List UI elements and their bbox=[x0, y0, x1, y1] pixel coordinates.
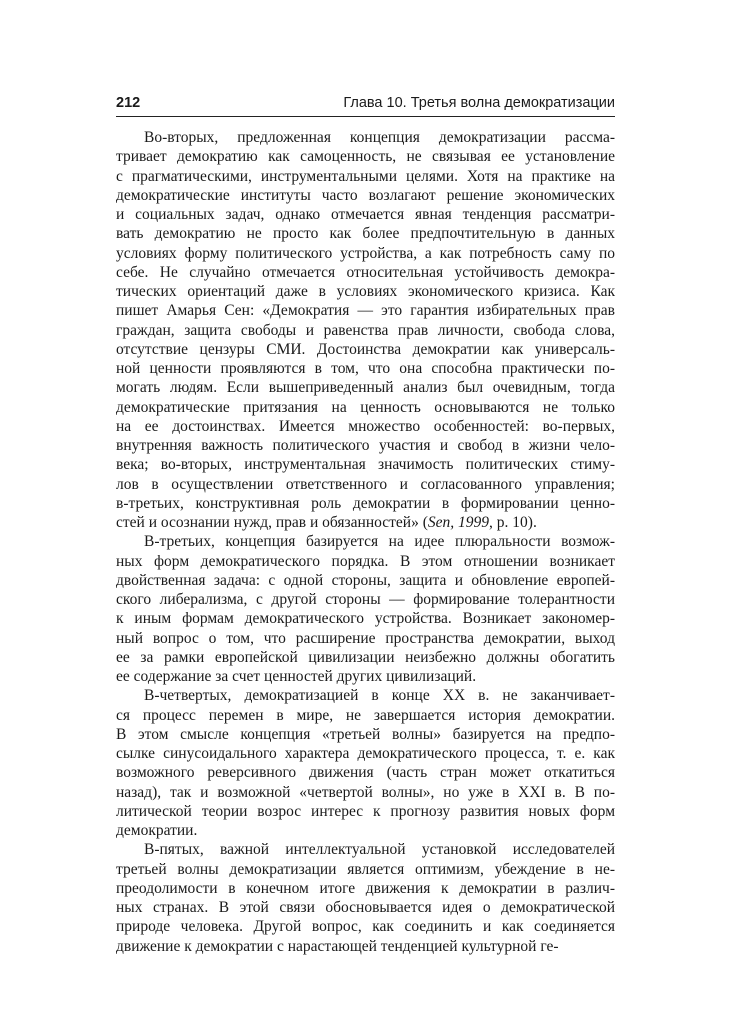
text-line: демократические институты часто возлагают решение экономических bbox=[116, 186, 615, 204]
text-line: преодолимости в конечном итоге движения к демократии в различ- bbox=[116, 879, 615, 897]
text-line: условиях форму политического устройства, а как потребность саму по bbox=[116, 244, 615, 262]
text-line: внутренняя важность политического участия и свобод в жизни чело- bbox=[116, 437, 615, 454]
paragraph bbox=[116, 686, 615, 840]
text-line: демократии. bbox=[116, 822, 198, 839]
text-line: ее содержание за счет ценностей других цивилизаций. bbox=[116, 668, 477, 685]
text-line: на ее достоинствах. Имеется множество особенностей: во-первых, bbox=[116, 417, 615, 435]
text-line: движение к демократии с нарастающей тенденцией культурной ге- bbox=[116, 937, 559, 955]
text-line: В этом смысле концепция «третьей волны» базируется на предпо- bbox=[116, 725, 615, 743]
text-line: с прагматическими, инструментальными целями. Хотя на практике на bbox=[116, 167, 615, 185]
text-line: литической теории возрос интерес к прогнозу развития новых форм bbox=[116, 802, 615, 820]
text-line: стей и осознании нужд, прав и обязанностей» (Sen, 1999, p. 10). bbox=[116, 514, 537, 531]
text-line: В-третьих, концепция базируется на идее плюральности возмож- bbox=[144, 533, 615, 551]
text-line: пишет Амарья Сен: «Демократия — это гарантия избирательных прав bbox=[116, 302, 615, 320]
body-text bbox=[116, 128, 615, 956]
text-line: тривает демократию как самоценность, не связывая ее установление bbox=[116, 148, 615, 166]
text-line: вать демократию не просто как более предпочтительную в данных bbox=[116, 225, 615, 243]
text-line: к иным формам демократического устройства. Возникает закономер- bbox=[116, 610, 615, 628]
paragraph bbox=[116, 840, 615, 956]
text-line: тических ориентаций даже в условиях экономического кризиса. Как bbox=[116, 283, 615, 300]
text-line: отсутствие цензуры СМИ. Достоинства демократии как универсаль- bbox=[116, 340, 615, 358]
text-line: третьей волны демократизации является оптимизм, убеждение в не- bbox=[116, 860, 615, 878]
text-line: двойственная задача: с одной стороны, защита и обновление европей- bbox=[116, 571, 615, 589]
text-line: лов в осуществлении ответственного и согласованного управления; bbox=[116, 475, 615, 493]
text-line: ных форм демократического порядка. В этом отношении возникает bbox=[116, 552, 615, 570]
text-line: себе. Не случайно отмечается относительная устойчивость демокра- bbox=[116, 263, 615, 281]
text-line: века; во-вторых, инструментальная значимость политических стиму- bbox=[116, 456, 615, 474]
text-line: ее за рамки европейской цивилизации неизбежно должны обогатить bbox=[116, 648, 615, 666]
text-line: возможного реверсивного движения (часть стран может откатиться bbox=[116, 764, 615, 782]
text-line: ной ценности проявляются в том, что она способна практически по- bbox=[116, 360, 615, 377]
text-line: могать людям. Если вышеприведенный анализ был очевидным, тогда bbox=[116, 379, 615, 397]
text-line: демократические притязания на ценность основываются не только bbox=[116, 398, 615, 416]
text-line: ского либерализма, с другой стороны — формирование толерантности bbox=[116, 591, 615, 608]
page-header bbox=[116, 94, 615, 117]
text-line: в-третьих, конструктивная роль демократии в формировании ценно- bbox=[116, 494, 615, 512]
text-line: ный вопрос о том, что расширение пространства демократии, выход bbox=[116, 629, 615, 647]
text-line: ных странах. В этой связи обосновывается идея о демократической bbox=[116, 899, 615, 916]
text-line: граждан, защита свободы и равенства прав личности, свобода слова, bbox=[116, 321, 615, 339]
paragraph bbox=[116, 128, 615, 532]
paragraph bbox=[116, 532, 615, 686]
text-line: ся процесс перемен в мире, не завершается история демократии. bbox=[116, 706, 615, 724]
text-line: природе человека. Другой вопрос, как соединить и как соединяется bbox=[116, 918, 615, 936]
text-line: сылке синусоидального характера демократического процесса, т. е. как bbox=[116, 745, 615, 762]
text-line: В-четвертых, демократизацией в конце XX в. не заканчивает- bbox=[144, 687, 615, 705]
text-line: В-пятых, важной интеллектуальной установкой исследователей bbox=[144, 841, 615, 859]
text-line: и социальных задач, однако отмечается явная тенденция рассматри- bbox=[116, 206, 615, 223]
text-line: Во-вторых, предложенная концепция демократизации рассма- bbox=[144, 129, 615, 146]
page-number: 212 bbox=[116, 95, 141, 111]
running-head: Глава 10. Третья волна демократизации bbox=[343, 95, 615, 111]
text-line: назад), так и возможной «четвертой волны», но уже в XXI в. В по- bbox=[116, 783, 615, 801]
